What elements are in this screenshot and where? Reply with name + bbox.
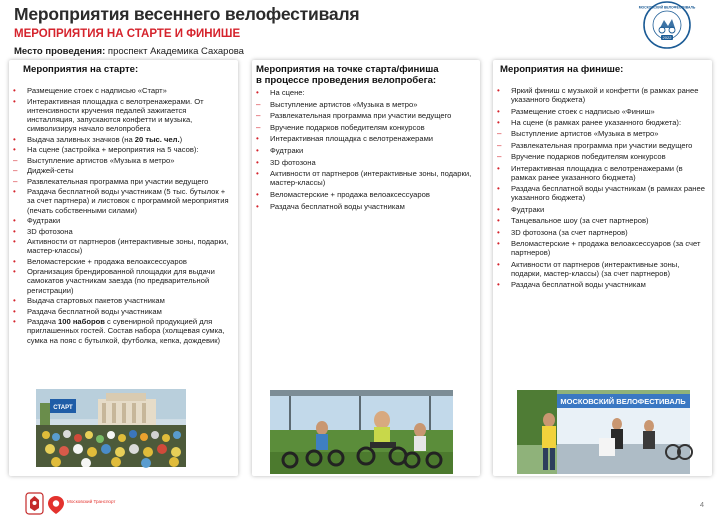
partner-logo-text: Московский Транспорт: [67, 499, 116, 504]
list-item: • 3D фотозона: [13, 226, 73, 236]
list-item: • Выдача заливных значков (на 20 тыс. чел.): [13, 134, 183, 144]
moscow-transport-logo-icon: [48, 496, 64, 514]
list-item: • Активности от партнеров (интерактивные зоны, подарки, мастер-классы): [256, 169, 472, 188]
list-item: – Вручение подарков победителям конкурсов: [497, 152, 666, 162]
list-item: • Фудтраки: [256, 145, 304, 155]
list-item: • Раздача бесплатной воды участникам: [13, 306, 162, 316]
list-item: • Раздача бесплатной воды участникам (в рамках ранее указанного бюджета): [497, 184, 705, 203]
list-item: • Активности от партнеров (интерактивные зоны, подарки, мастер-классы) (за счет партнеров): [497, 259, 680, 278]
list-item: – Выступление артистов «Музыка в метро»: [13, 155, 175, 165]
list-item: • Фудтраки: [497, 204, 545, 214]
start-crowd-photo: [36, 389, 186, 467]
list-item: • На сцене (в рамках ранее указанного бюджета):: [497, 117, 682, 127]
list-item: • Раздача 100 наборов с сувенирной продукцией для приглашенных гостей. Состав набора (холщевая сумка, сумка на пояс с бутылкой, футболка, кепка, дождевик): [13, 317, 225, 345]
start-events-list: [13, 86, 234, 346]
bike-trainers-photo: [270, 390, 453, 474]
page-title: Мероприятия весеннего велофестиваля: [14, 4, 360, 24]
logo-text: МОСКОВСКИЙ ВЕЛОФЕСТИВАЛЬ: [638, 5, 696, 10]
list-item: – Диджей-сеты: [13, 166, 74, 176]
list-item: • Размещение стоек с надписью «Финиш»: [497, 106, 655, 116]
footer-logos: [26, 492, 116, 516]
finish-banner-text: МОСКОВСКИЙ ВЕЛОФЕСТИВАЛЬ: [560, 397, 686, 406]
start-events-header: Мероприятия на старте:: [23, 64, 139, 75]
list-item: • Размещение стоек с надписью «Старт»: [13, 86, 167, 95]
during-ride-events-header: Мероприятия на точке старта/финиша в процессе проведения велопробега:: [256, 64, 439, 86]
list-item: – Развлекательная программа при участии ведущего: [256, 111, 452, 121]
list-item: • Раздача бесплатной воды участникам: [497, 280, 646, 290]
list-item: • 3D фотозона (за счет партнеров): [497, 227, 628, 237]
venue-label: Место проведения:: [14, 46, 106, 57]
list-item: – Развлекательная программа при участии ведущего: [497, 140, 693, 150]
venue-value: проспект Академика Сахарова: [107, 46, 244, 57]
list-item: – Выступление артистов «Музыка в метро»: [256, 99, 418, 109]
during-ride-events-list: [256, 88, 476, 213]
finish-events-list: [497, 86, 708, 291]
list-item: • Интерактивная площадка с велотренажерами. От интенсивности кручения педалей зажигается инсталляция, запускаются конфетти и музыка, символизируя начало велопробега: [13, 96, 204, 134]
list-item: – Выступление артистов «Музыка в метро»: [497, 129, 659, 139]
list-item: • Раздача бесплатной воды участникам (5 тыс. бутылок + за счет партнера) и листовок с программой мероприятия (печать собственными силами): [13, 187, 229, 215]
page-number: 4: [699, 500, 704, 509]
list-item: – Вручение подарков победителям конкурсов: [256, 122, 425, 132]
list-item: • Организация брендированной площадки для выдачи самокатов участникам заезда (по предварительной регистрации): [13, 267, 215, 295]
list-item: • На сцене (застройка + мероприятия на 5 часов):: [13, 145, 199, 155]
logo-year: 2022: [662, 35, 672, 41]
list-item: • Интерактивная площадка с велотренажерами (в рамках ранее указанного бюджета): [497, 163, 683, 182]
velofestival-logo: [638, 0, 696, 50]
list-item: • Фудтраки: [13, 216, 61, 226]
list-item: • Танцевальное шоу (за счет партнеров): [497, 216, 649, 226]
list-item: • Веломастерские + продажа велоаксессуаров: [256, 189, 430, 199]
finish-events-header: Мероприятия на финише:: [500, 64, 624, 75]
list-item: • Интерактивная площадка с велотренажерами: [256, 134, 434, 144]
list-item: – Развлекательная программа при участии ведущего: [13, 176, 209, 186]
list-item: • На сцене:: [256, 88, 305, 97]
moscow-coat-of-arms-icon: [26, 493, 43, 514]
finish-stage-photo: [517, 390, 690, 474]
list-item: • Выдача стартовых пакетов участникам: [13, 296, 165, 306]
venue-line: [14, 46, 244, 57]
list-item: • Веломастерские + продажа велоаксессуаров (за счет партнеров): [497, 238, 701, 258]
list-item: • Яркий финиш с музыкой и конфетти (в рамках ранее указанного бюджета): [497, 86, 699, 105]
list-item: • 3D фотозона: [256, 157, 316, 167]
section-title: МЕРОПРИЯТИЯ НА СТАРТЕ И ФИНИШЕ: [14, 28, 241, 40]
list-item: • Веломастерские + продажа велоаксессуаров: [13, 256, 187, 266]
list-item: • Раздача бесплатной воды участникам: [256, 201, 405, 211]
start-sign-text: СТАРТ: [53, 405, 73, 411]
list-item: • Активности от партнеров (интерактивные зоны, подарки, мастер-классы): [13, 237, 229, 256]
